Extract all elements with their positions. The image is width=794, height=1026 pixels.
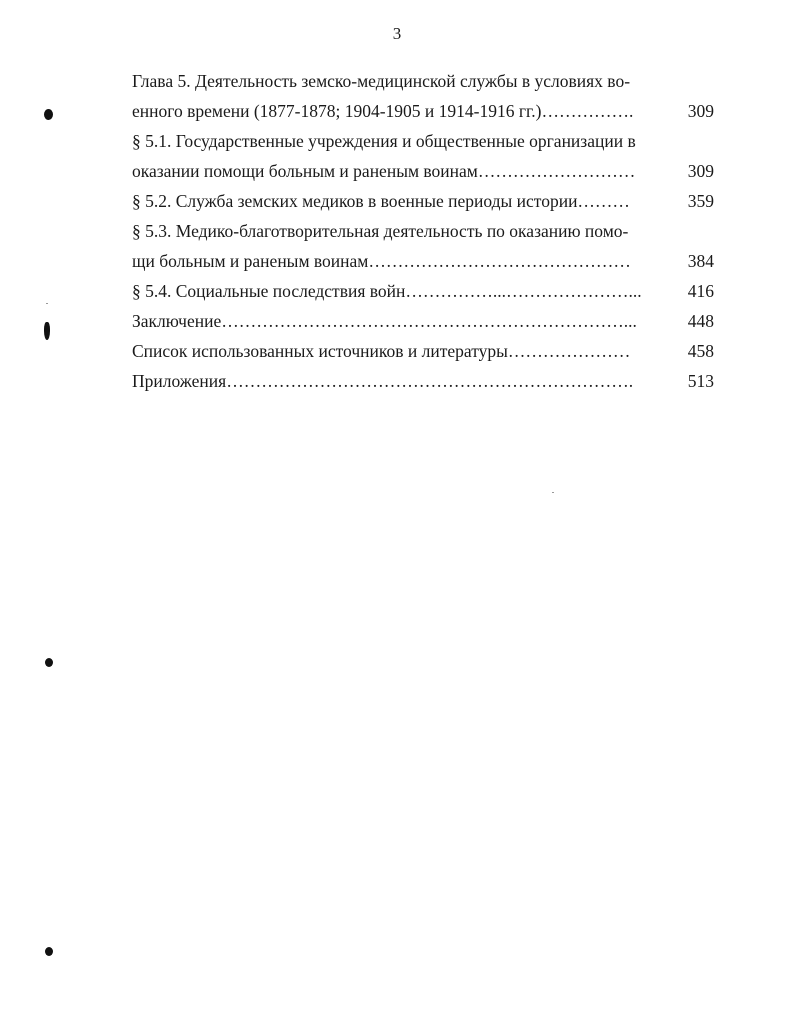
toc-entry-text: Список использованных источников и литературы………………… [132, 341, 631, 361]
table-of-contents [132, 66, 714, 396]
scan-hole-mark [45, 947, 53, 956]
toc-entry-text: § 5.4. Социальные последствия войн……………...…………………... [132, 281, 642, 301]
toc-entry-5-4 [132, 276, 714, 306]
toc-entry-bibliography [132, 336, 714, 366]
toc-entry-5-1-line-2 [132, 156, 714, 186]
toc-entry-page: 309 [687, 161, 714, 181]
toc-entry-conclusion [132, 306, 714, 336]
scan-speck [46, 303, 48, 304]
toc-entry-text: щи больным и раненым воинам……………………………………… [132, 251, 631, 271]
toc-entry-5-1-line-1 [132, 126, 714, 156]
toc-entry-chapter-5-line-1 [132, 66, 714, 96]
toc-entry-page: 448 [687, 311, 714, 331]
toc-entry-text: Приложения……………………………………………………………. [132, 371, 634, 391]
toc-entry-text: оказании помощи больным и раненым воинам……………………… [132, 161, 636, 181]
toc-entry-5-3-line-1 [132, 216, 714, 246]
toc-entry-page: 359 [687, 191, 714, 211]
toc-entry-5-2 [132, 186, 714, 216]
toc-entry-text: § 5.3. Медико-благотворительная деятельность по оказанию помо- [132, 221, 629, 241]
toc-entry-text: Глава 5. Деятельность земско-медицинской службы в условиях во- [132, 71, 631, 91]
toc-entry-page: 513 [687, 371, 714, 391]
toc-entry-text: Заключение……………………………………………………………... [132, 311, 637, 331]
toc-entry-chapter-5-line-2 [132, 96, 714, 126]
toc-entry-appendices [132, 366, 714, 396]
toc-entry-text: § 5.2. Служба земских медиков в военные периоды истории……… [132, 191, 630, 211]
scan-hole-mark [44, 109, 53, 120]
toc-entry-text: енного времени (1877-1878; 1904-1905 и 1914-1916 гг.)……………. [132, 101, 634, 121]
scan-hole-mark [44, 322, 50, 340]
scan-hole-mark [45, 658, 53, 667]
page-number: 3 [392, 24, 402, 43]
toc-entry-page: 309 [687, 101, 714, 121]
toc-entry-text: § 5.1. Государственные учреждения и общественные организации в [132, 131, 636, 151]
toc-entry-5-3-line-2 [132, 246, 714, 276]
toc-entry-page: 384 [687, 251, 714, 271]
scan-speck [552, 492, 554, 493]
toc-entry-page: 458 [687, 341, 714, 361]
toc-entry-page: 416 [687, 281, 714, 301]
